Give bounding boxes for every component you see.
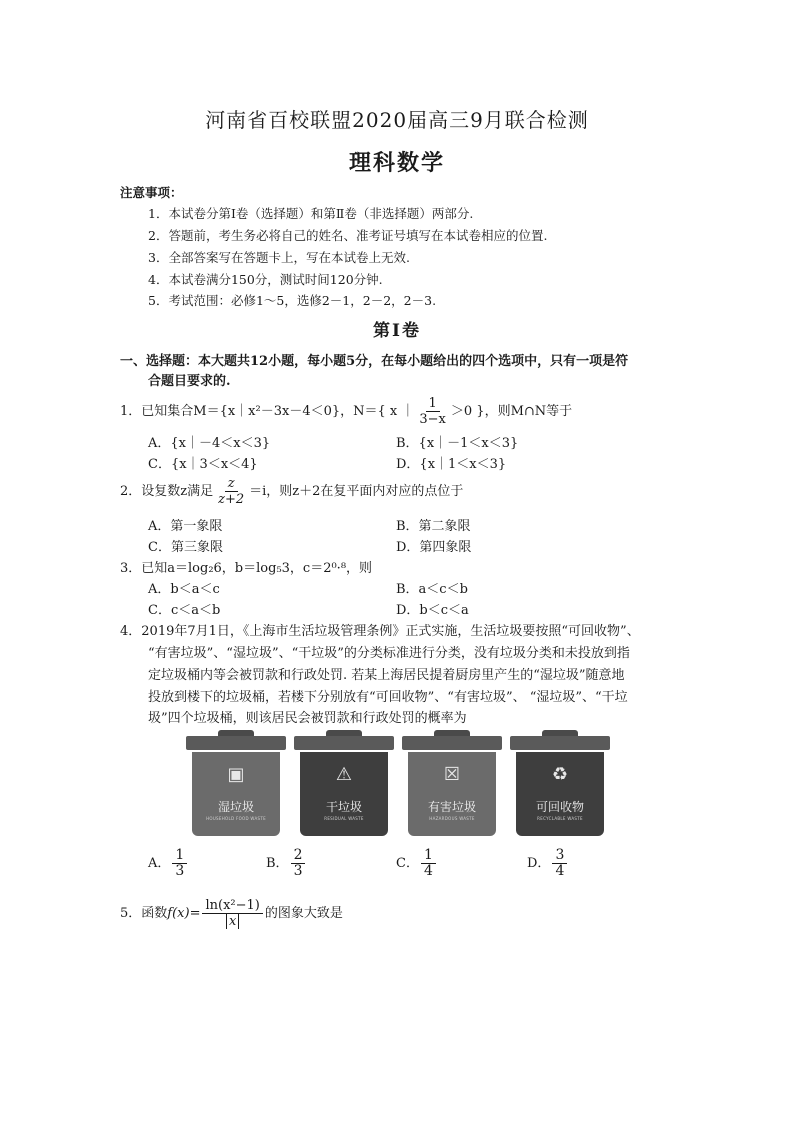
q2-stem: 2．设复数z满足 xyxy=(120,484,214,499)
q2-stem-end: ＝i，则z＋2在复平面内对应的点位于 xyxy=(249,484,464,499)
note-item: 1．本试卷分第Ⅰ卷（选择题）和第Ⅱ卷（非选择题）两部分. xyxy=(148,206,474,221)
bin-sublabel: HAZARDOUS WASTE xyxy=(429,816,475,821)
question-3: 3．已知a＝log₂6，b＝log₅3，c＝2⁰·⁸，则 xyxy=(120,561,373,576)
bin-hazardous xyxy=(402,730,502,838)
q3-option-d: D．b＜c＜a xyxy=(396,603,469,618)
hazardous-waste-icon: ☒ xyxy=(443,764,461,785)
recycle-icon: ♻ xyxy=(551,764,569,785)
section-heading: 一、选择题：本大题共12小题，每小题5分，在每小题给出的四个选项中，只有一项是符 xyxy=(120,354,629,369)
q2-frac-num: z xyxy=(225,476,238,492)
q5-stem: 5．函数 xyxy=(120,906,168,921)
question-4-line: 投放到楼下的垃圾桶，若楼下分别放有“可回收物”、“有害垃圾”、 “湿垃圾”、“干垃 xyxy=(148,690,628,705)
note-item: 2．答题前，考生务必将自己的姓名、准考证号填写在本试卷相应的位置. xyxy=(148,228,548,243)
bin-recyclable xyxy=(510,730,610,838)
q1-stem: 1．已知集合M＝{x｜x²－3x－4＜0}，N＝{ x ｜ xyxy=(120,404,415,419)
notes-heading: 注意事项： xyxy=(120,185,183,200)
q5-fraction xyxy=(202,898,262,929)
q5-frac-den-wrap xyxy=(223,914,242,929)
bin-wet xyxy=(186,730,286,838)
option-fraction xyxy=(291,848,306,879)
option-fraction xyxy=(421,848,436,879)
q1-option-c: C．{x｜3＜x＜4} xyxy=(148,457,258,472)
q3-option-c: C．c＜a＜b xyxy=(148,603,221,618)
bin-label: 湿垃圾 xyxy=(217,800,254,814)
bin-sublabel: RESIDUAL WASTE xyxy=(324,816,364,821)
frac-den: 3 xyxy=(293,863,303,879)
q2-frac-den: z+2 xyxy=(218,492,245,507)
q4-option-d xyxy=(527,848,569,879)
q2-option-b: B．第二象限 xyxy=(396,519,471,534)
q2-option-c: C．第三象限 xyxy=(148,540,223,555)
exam-title: 河南省百校联盟2020届高三9月联合检测 xyxy=(205,108,589,132)
question-1 xyxy=(120,396,572,427)
frac-den: 3 xyxy=(175,863,185,879)
frac-den: 4 xyxy=(555,863,565,879)
q1-frac-den: 3−x xyxy=(419,412,446,427)
bin-sublabel: RECYCLABLE WASTE xyxy=(537,816,583,821)
option-fraction xyxy=(172,848,187,879)
question-4-line: 定垃圾桶内等会被罚款和行政处罚. 若某上海居民提着厨房里产生的“湿垃圾”随意地 xyxy=(148,668,625,683)
volume-heading: 第Ⅰ卷 xyxy=(373,321,421,341)
food-waste-icon: ▣ xyxy=(227,764,245,785)
option-letter: D． xyxy=(527,856,551,871)
q4-option-c xyxy=(396,848,438,879)
residual-waste-icon: ⚠ xyxy=(335,764,353,785)
garbage-bins-figure xyxy=(186,730,612,840)
frac-num: 1 xyxy=(421,848,436,864)
q2-option-a: A．第一象限 xyxy=(148,519,223,534)
question-4-line: “有害垃圾”、“湿垃圾”、“干垃圾”的分类标准进行分类，没有垃圾分类和未投放到指 xyxy=(148,646,630,661)
q1-frac-num: 1 xyxy=(426,396,440,412)
frac-num: 3 xyxy=(552,848,567,864)
question-4-line: 圾”四个垃圾桶，则该居民会被罚款和行政处罚的概率为 xyxy=(148,711,467,726)
q4-option-a xyxy=(148,848,189,879)
option-letter: C． xyxy=(396,856,419,871)
note-item: 5．考试范围：必修1～5，选修2－1，2－2，2－3. xyxy=(148,293,437,308)
q5-frac-num: ln(x²−1) xyxy=(202,898,262,914)
q2-option-d: D．第四象限 xyxy=(396,540,472,555)
exam-subject: 理科数学 xyxy=(348,150,445,176)
q1-stem-end: ＞0 }，则M∩N等于 xyxy=(450,404,573,419)
q5-stem-end: 的图象大致是 xyxy=(264,906,343,921)
q2-fraction xyxy=(215,476,247,507)
note-item: 4．本试卷满分150分，测试时间120分钟. xyxy=(148,272,383,287)
section-heading-cont: 合题目要求的. xyxy=(148,374,231,389)
question-4-line: 4．2019年7月1日，《上海市生活垃圾管理条例》正式实施，生活垃圾要按照“可回收物”、 xyxy=(120,624,640,639)
frac-num: 2 xyxy=(291,848,306,864)
q5-func: f(x)= xyxy=(167,906,201,921)
question-2 xyxy=(120,476,463,507)
q3-option-b: B．a＜c＜b xyxy=(396,582,468,597)
q1-fraction xyxy=(416,396,449,427)
note-item: 3．全部答案写在答题卡上，写在本试卷上无效. xyxy=(148,250,410,265)
frac-den: 4 xyxy=(423,863,433,879)
q3-option-a: A．b＜a＜c xyxy=(148,582,220,597)
question-5 xyxy=(120,898,343,929)
q1-option-a: A．{x｜－4＜x＜3} xyxy=(148,436,271,451)
bin-label: 有害垃圾 xyxy=(427,800,476,814)
q5-frac-den: x xyxy=(226,914,239,929)
q1-option-d: D．{x｜1＜x＜3} xyxy=(396,457,507,472)
bin-sublabel: HOUSEHOLD FOOD WASTE xyxy=(206,816,266,821)
frac-num: 1 xyxy=(172,848,187,864)
option-letter: B． xyxy=(266,856,289,871)
option-fraction xyxy=(552,848,567,879)
q1-option-b: B．{x｜－1＜x＜3} xyxy=(396,436,519,451)
bin-label: 干垃圾 xyxy=(325,800,362,814)
bin-dry xyxy=(294,730,394,838)
q4-option-b xyxy=(266,848,307,879)
option-letter: A． xyxy=(148,856,171,871)
bin-label: 可回收物 xyxy=(535,800,584,814)
